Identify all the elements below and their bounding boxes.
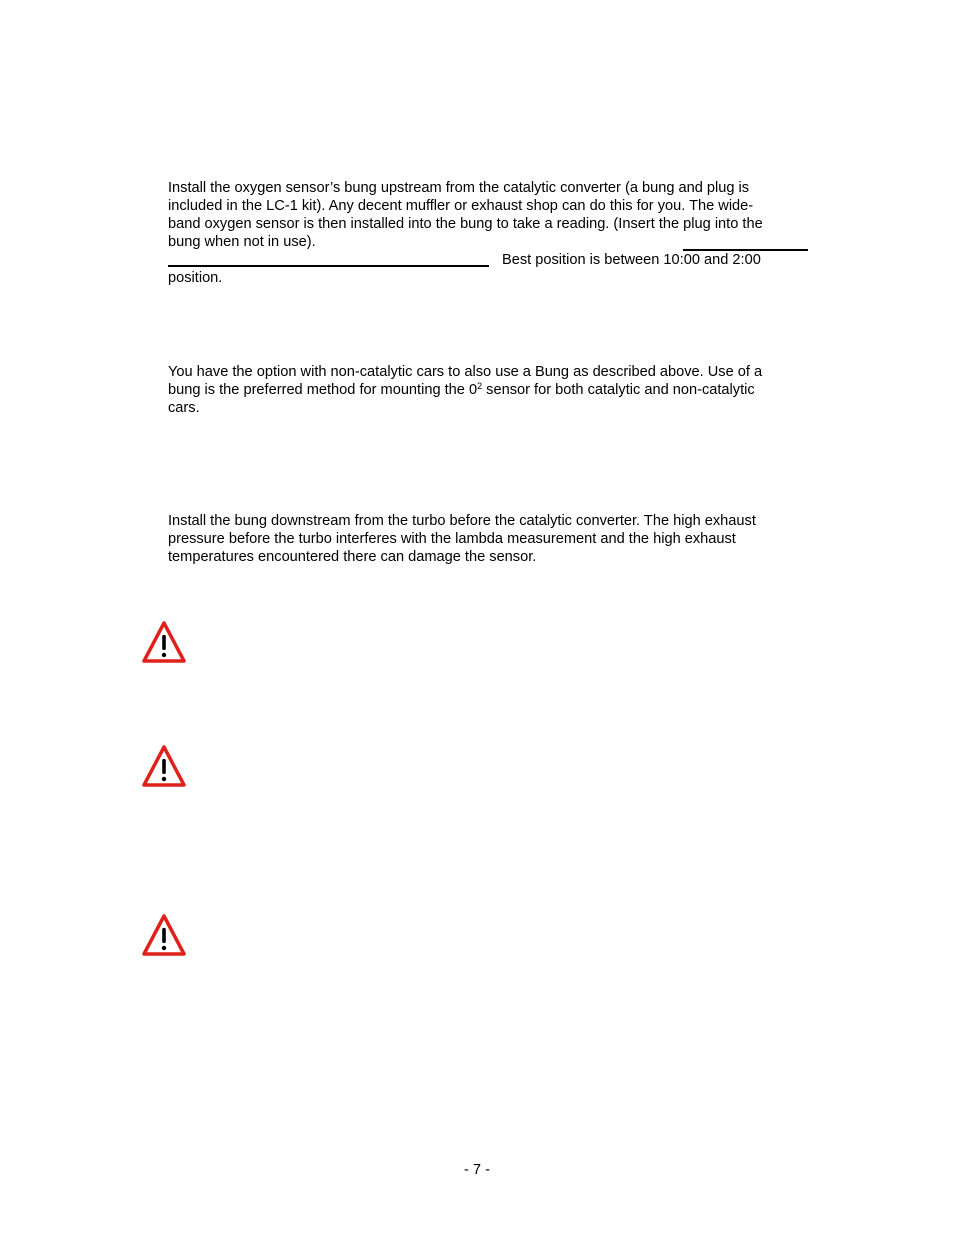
- turbo-install-paragraph: [168, 512, 818, 566]
- position-text-end: position.: [168, 270, 223, 286]
- page-number: - 7 -: [464, 1162, 490, 1178]
- paragraph-line: band oxygen sensor is then installed into the bung to take a reading. (Insert the plug into the: [168, 216, 763, 232]
- paragraph-line: [168, 381, 818, 399]
- best-position-text: Best position is between 10:00 and 2:00: [502, 252, 761, 268]
- line-text: sensor for both catalytic and non-catalytic: [482, 382, 755, 398]
- paragraph-line: bung when not in use).: [168, 234, 316, 250]
- paragraph-line: temperatures encountered there can damage the sensor.: [168, 549, 537, 565]
- warning-triangle-icon: [141, 913, 187, 957]
- warning-triangle-icon: [141, 620, 187, 664]
- paragraph-line: You have the option with non-catalytic cars to also use a Bung as described above. Use of a: [168, 364, 763, 380]
- underline-rule: [168, 265, 489, 267]
- paragraph-line: Install the bung downstream from the turbo before the catalytic converter. The high exhaust: [168, 513, 756, 529]
- line-text: bung is the preferred method for mounting the 0: [168, 382, 478, 398]
- warning-triangle-icon: [141, 744, 187, 788]
- paragraph-line: included in the LC-1 kit). Any decent muffler or exhaust shop can do this for you. The wide-: [168, 198, 754, 214]
- subscript-two: 2: [477, 381, 483, 391]
- non-catalytic-paragraph: [168, 363, 818, 417]
- catalytic-install-paragraph: [168, 179, 818, 251]
- paragraph-line: cars.: [168, 400, 200, 416]
- paragraph-line: pressure before the turbo interferes with the lambda measurement and the high exhaust: [168, 531, 736, 547]
- paragraph-line: Install the oxygen sensor’s bung upstream from the catalytic converter (a bung and plug is: [168, 180, 750, 196]
